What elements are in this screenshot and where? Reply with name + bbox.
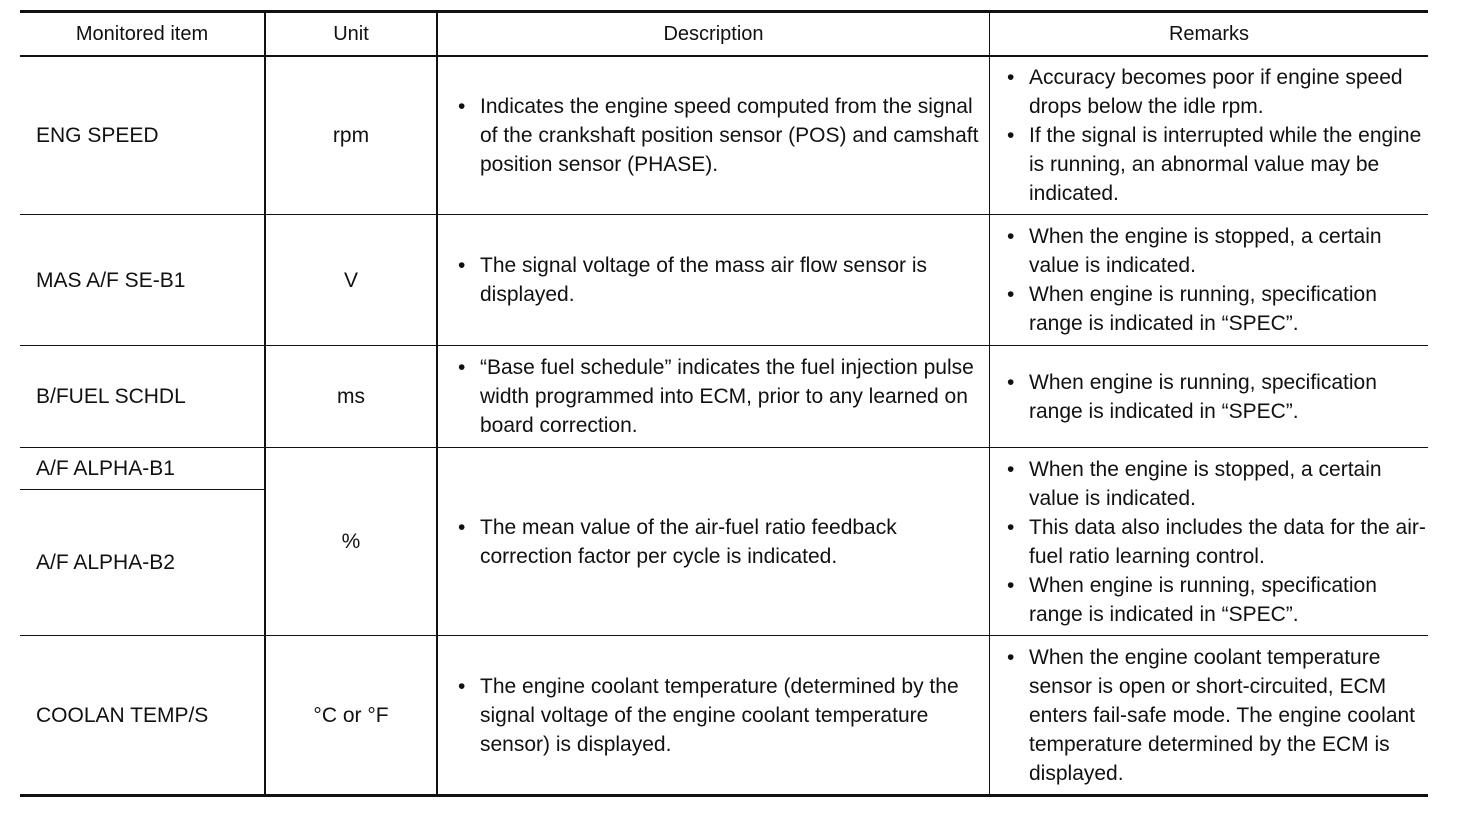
remark-bullet: • When engine is running, specification range is indicated in “SPEC”.	[1001, 571, 1426, 629]
description-cell	[452, 448, 982, 635]
remarks-cell	[1001, 56, 1426, 214]
remark-bullet: • When engine is running, specification range is indicated in “SPEC”.	[1001, 280, 1426, 338]
description-bullet: • Indicates the engine speed computed from the signal of the crankshaft position sensor (POS) and camshaft position sensor (PHASE).	[452, 92, 982, 179]
unit-cell	[266, 215, 436, 345]
header-remarks: Remarks	[1168, 22, 1249, 45]
monitored-item: ENG SPEED	[36, 123, 159, 147]
unit: rpm	[332, 123, 370, 147]
monitored-item-cell	[36, 490, 261, 635]
remarks-list	[1001, 643, 1426, 788]
remarks-list	[1001, 222, 1426, 338]
header-monitored-item: Monitored item	[75, 22, 209, 45]
remark-bullet: • When the engine is stopped, a certain value is indicated.	[1001, 455, 1426, 513]
remark-bullet: • When the engine coolant temperature sensor is open or short-circuited, ECM enters fail-safe mode. The engine coolant temperature determined by the ECM is displayed.	[1001, 643, 1426, 788]
remarks-list	[1001, 455, 1426, 629]
description-bullet: • The mean value of the air-fuel ratio feedback correction factor per cycle is indicated.	[452, 513, 982, 571]
column-divider	[436, 10, 438, 797]
remark-bullet: • If the signal is interrupted while the engine is running, an abnormal value may be indicated.	[1001, 121, 1426, 208]
description-cell	[452, 56, 982, 214]
remark-bullet: • When engine is running, specification range is indicated in “SPEC”.	[1001, 368, 1426, 426]
unit: %	[341, 530, 361, 553]
monitored-item: A/F ALPHA-B2	[36, 551, 175, 574]
monitored-item: A/F ALPHA-B1	[36, 457, 175, 480]
column-divider	[989, 10, 990, 797]
description-list	[452, 251, 982, 309]
unit-cell	[266, 346, 436, 447]
remark-bullet: • Accuracy becomes poor if engine speed drops below the idle rpm.	[1001, 63, 1426, 121]
description-list	[452, 672, 982, 759]
description-cell	[452, 215, 982, 345]
description-bullet: • The signal voltage of the mass air flow sensor is displayed.	[452, 251, 982, 309]
description-list	[452, 92, 982, 179]
unit-cell	[266, 636, 436, 794]
monitored-item-cell	[36, 215, 261, 345]
monitor-table	[20, 10, 1428, 797]
monitored-item: MAS A/F SE-B1	[36, 268, 186, 292]
description-cell	[452, 636, 982, 794]
description-bullet: • The engine coolant temperature (determined by the signal voltage of the engine coolant temperature sensor) is displayed.	[452, 672, 982, 759]
remarks-cell	[1001, 215, 1426, 345]
unit: °C or °F	[313, 703, 389, 727]
unit: V	[343, 268, 358, 292]
monitored-item: B/FUEL SCHDL	[36, 385, 186, 408]
description-list	[452, 353, 982, 440]
header-unit: Unit	[333, 22, 369, 45]
remarks-cell	[1001, 448, 1426, 635]
remarks-cell	[1001, 636, 1426, 794]
remarks-list	[1001, 368, 1426, 426]
remarks-cell	[1001, 346, 1426, 447]
monitored-item-cell	[36, 56, 261, 214]
unit-cell	[266, 56, 436, 214]
remark-bullet: • This data also includes the data for the air-fuel ratio learning control.	[1001, 513, 1426, 571]
monitored-item-cell	[36, 346, 261, 447]
monitored-item: COOLAN TEMP/S	[36, 703, 209, 727]
description-list	[452, 513, 982, 571]
unit: ms	[337, 385, 365, 408]
remarks-list	[1001, 63, 1426, 208]
description-cell	[452, 346, 982, 447]
header-description: Description	[663, 22, 764, 45]
unit-cell	[266, 448, 436, 635]
monitored-item-cell	[36, 448, 261, 489]
monitored-item-cell	[36, 636, 261, 794]
description-bullet: • “Base fuel schedule” indicates the fuel injection pulse width programmed into ECM, prior to any learned on board correction.	[452, 353, 982, 440]
remark-bullet: • When the engine is stopped, a certain value is indicated.	[1001, 222, 1426, 280]
